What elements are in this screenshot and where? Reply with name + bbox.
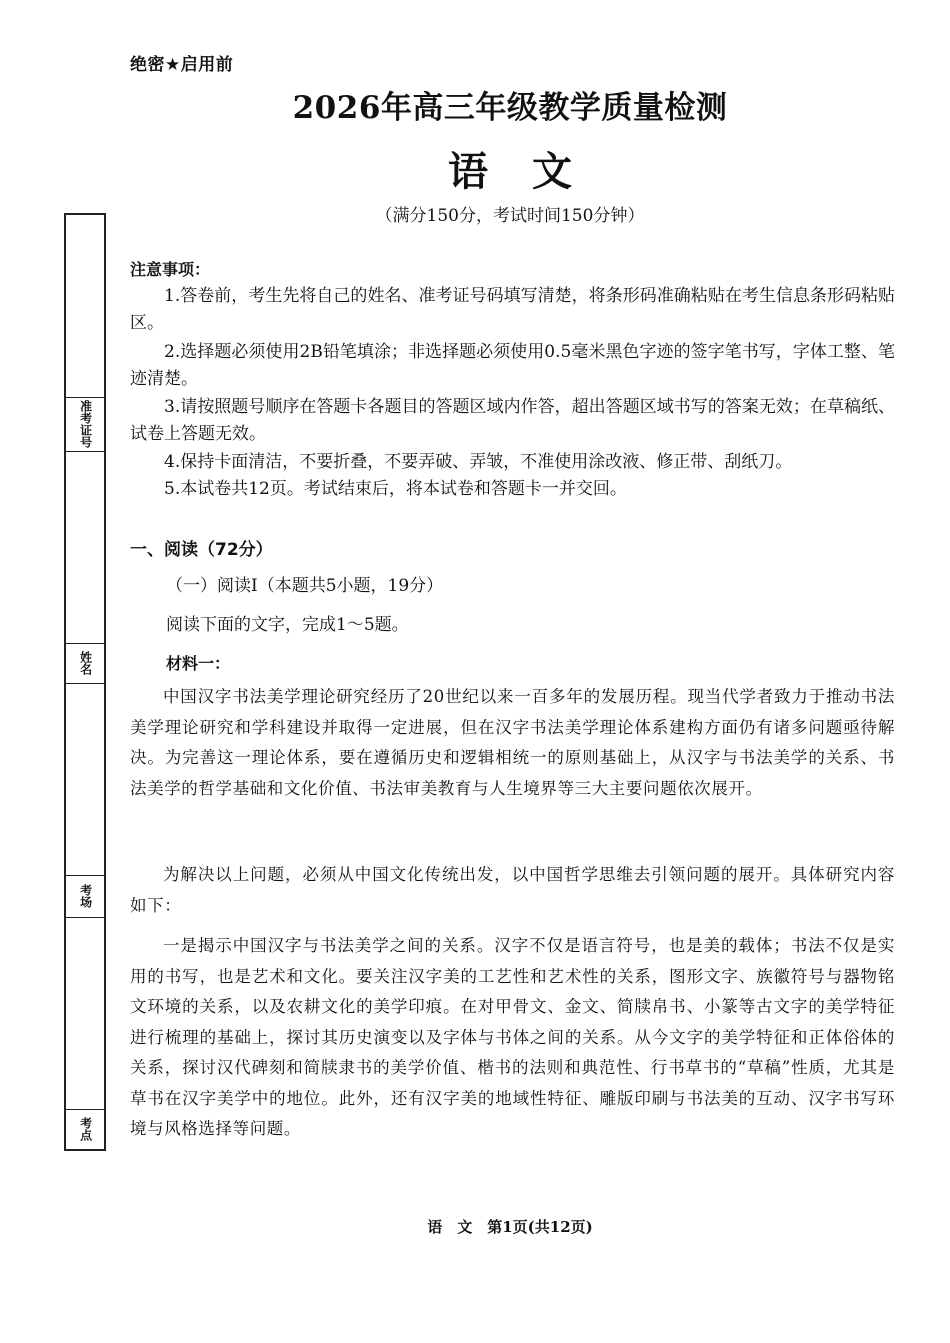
section-heading: 一、阅读（72分）: [130, 540, 273, 560]
note-item: 4.保持卡面清洁，不要折叠，不要弄破、弄皱，不准使用涂改液、修正带、刮纸刀。: [164, 452, 793, 472]
material-paragraph: 为解决以上问题，必须从中国文化传统出发，以中国哲学思维去引领问题的展开。具体研究内容如下：: [130, 865, 895, 915]
side-label-exam-number: 准考证号: [78, 400, 93, 448]
instruction: 阅读下面的文字，完成1～5题。: [166, 615, 409, 635]
note-item: 2.选择题必须使用2B铅笔填涂；非选择题必须使用0.5毫米黑色字迹的签字笔书写，字体工整、笔迹清楚。: [130, 342, 895, 389]
material-paragraph: 一是揭示中国汉字与书法美学之间的关系。汉字不仅是语言符号，也是美的载体；书法不仅是实用的书写，也是艺术和文化。要关注汉字美的工艺性和艺术性的关系，图形文字、族徽符号与器物铭文环境的关系，以及农耕文化的美学印痕。在对甲骨文、金文、简牍帛书、小篆等古文字的美学特征进行梳理的基础上，探讨其历史演变以及字体与书体之间的关系。从今文字的美学特征和正体俗体的关系，探讨汉代碑刻和简牍隶书的美学价值、楷书的法则和典范性、行书草书的“草稿”性质，尤其是草书在汉字美学中的地位。此外，还有汉字美的地域性特征、雕版印刷与书法美的互动、汉字书写环境与风格选择等问题。: [130, 936, 895, 1138]
subject-char-1: 语: [448, 148, 488, 195]
sub-section-heading: （一）阅读Ⅰ（本题共5小题，19分）: [166, 576, 444, 596]
subject-title: [0, 140, 950, 197]
binding-info-box: [64, 213, 106, 1151]
note-item: 5.本试卷共12页。考试结束后，将本试卷和答题卡一并交回。: [164, 479, 627, 499]
secret-label: 绝密★启用前: [130, 55, 234, 75]
note-item: 3.请按照题号顺序在答题卡各题目的答题区域内作答，超出答题区域书写的答案无效；在草稿纸、试卷上答题无效。: [130, 397, 895, 444]
subject-char-2: 文: [532, 148, 572, 195]
material-title: 材料一：: [166, 654, 231, 673]
score-info: （满分150分，考试时间150分钟）: [375, 206, 645, 226]
notes-title: 注意事项：: [130, 260, 211, 279]
side-label-exam-site: 考点: [78, 1117, 93, 1141]
side-label-name: 姓名: [78, 651, 93, 675]
exam-title: 2026年高三年级教学质量检测: [292, 90, 728, 126]
note-item: 1.答卷前，考生先将自己的姓名、准考证号码填写清楚，将条形码准确粘贴在考生信息条形码粘贴区。: [130, 286, 895, 333]
side-label-exam-room: 考场: [78, 884, 93, 908]
page-footer: 语 文 第1页(共12页): [427, 1218, 593, 1236]
material-paragraph: 中国汉字书法美学理论研究经历了20世纪以来一百多年的发展历程。现当代学者致力于推动书法美学理论研究和学科建设并取得一定进展，但在汉字书法美学理论体系建构方面仍有诸多问题亟待解决。为完善这一理论体系，要在遵循历史和逻辑相统一的原则基础上，从汉字与书法美学的关系、书法美学的哲学基础和文化价值、书法审美教育与人生境界等三大主要问题依次展开。: [130, 687, 895, 798]
